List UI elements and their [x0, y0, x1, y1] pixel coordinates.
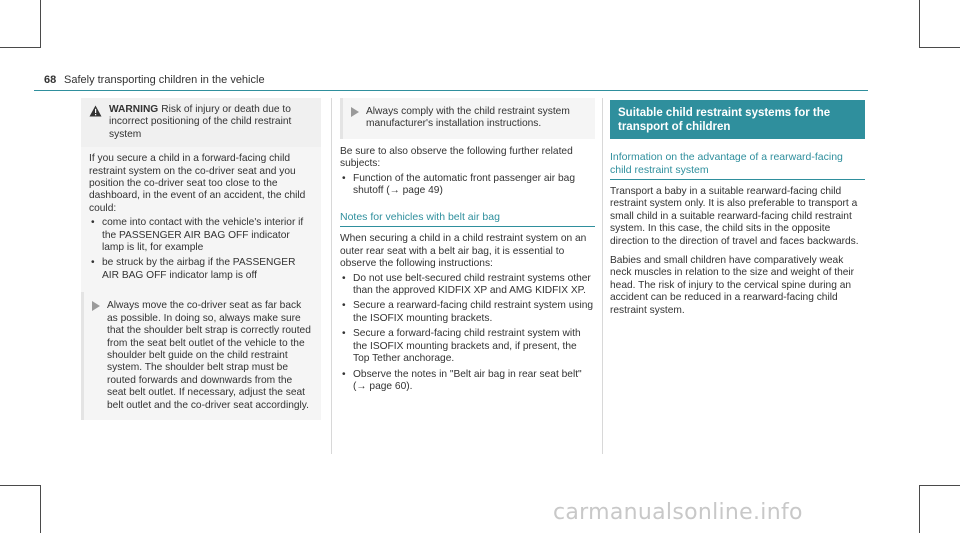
body-paragraph: Babies and small children have comparatively weak neck muscles in relation to the size and weight of their head. The risk of injury to the cervical spine during an accident can be reduced in a rearward-facing child restraint system. [610, 255, 855, 316]
crop-mark [40, 0, 41, 48]
arrow-right-icon [92, 300, 107, 412]
list-item: • Function of the automatic front passenger air bag shutoff (→ page 49) [340, 173, 595, 198]
column-left [81, 98, 321, 420]
section-heading: Information on the advantage of a rearward-facing child restraint system [610, 151, 865, 180]
list-item: • Secure a forward-facing child restraint system with the ISOFIX mounting brackets and, if present, the Top Tether anchorage. [340, 328, 595, 365]
crop-mark [919, 0, 920, 48]
column-divider [602, 98, 603, 454]
list-item: • come into contact with the vehicle's interior if the PASSENGER AIR BAG OFF indicator lamp is lit, for example [89, 217, 313, 254]
crop-mark [40, 485, 41, 533]
page-number: 68 [44, 74, 57, 86]
crop-mark [919, 485, 960, 486]
instruction-box [81, 292, 321, 420]
instruction-text: Always comply with the child restraint system manufacturer's installation instructions. [366, 106, 570, 130]
belt-airbag-intro: When securing a child in a child restraint system on an outer rear seat with a belt air bag, it is essential to observe the following instructions: [340, 233, 587, 270]
column-right [610, 98, 865, 317]
related-subjects-list [340, 173, 595, 198]
section-banner: Suitable child restraint systems for the transport of children [610, 100, 865, 139]
body-paragraph: Transport a baby in a suitable rearward-facing child restraint system only. It is also preferable to transport a small child in a suitable rearward-facing child restraint system. In this case, the child sits in the opposite direction to the direction of travel and faces backwards. [610, 186, 859, 247]
running-title: Safely transporting children in the vehicle [64, 74, 265, 86]
crop-mark [0, 485, 41, 486]
column-middle [340, 98, 595, 397]
list-item: • Secure a rearward-facing child restraint system using the ISOFIX mounting brackets. [340, 300, 595, 325]
arrow-right-icon [351, 106, 366, 131]
warning-message: Risk of injury or death due to incorrect positioning of the child restraint system [109, 104, 292, 140]
page-header [34, 72, 868, 91]
list-item: • Do not use belt-secured child restraint systems other than the approved KIDFIX XP and AMG KIDFIX XP. [340, 273, 595, 298]
section-heading: Notes for vehicles with belt air bag [340, 211, 595, 227]
crop-mark [0, 47, 41, 48]
instruction-box [340, 98, 595, 139]
list-item: • Observe the notes in "Belt air bag in rear seat belt" (→ page 60). [340, 369, 595, 394]
warning-heading: WARNING [109, 104, 159, 115]
warning-intro: If you secure a child in a forward-facing child restraint system on the co-driver seat and you position the co-driver seat too close to the dashboard, in the event of an accident, the child could: [89, 153, 306, 214]
belt-airbag-instructions [340, 273, 595, 394]
instruction-text: Always move the co-driver seat as far back as possible. In doing so, always make sure that the shoulder belt strap is correctly routed from the seat belt outlet of the vehicle to the shoulder belt guide on the child restraint system. The shoulder belt strap must be routed forwards and downwards from the seat belt outlet. If necessary, adjust the seat belt outlet and the co-driver seat accordingly. [107, 300, 311, 411]
warning-bullet-list [89, 217, 313, 282]
warning-triangle-icon [89, 104, 109, 141]
crop-mark [919, 47, 960, 48]
warning-box [81, 98, 321, 147]
watermark: carmanualsonline.info [553, 500, 803, 525]
crop-mark [919, 485, 920, 533]
column-divider [331, 98, 332, 454]
related-subjects-intro: Be sure to also observe the following further related subjects: [340, 145, 573, 170]
warning-details [81, 147, 321, 292]
warning-text [109, 104, 313, 141]
list-item: • be struck by the airbag if the PASSENGER AIR BAG OFF indicator lamp is off [89, 257, 313, 282]
